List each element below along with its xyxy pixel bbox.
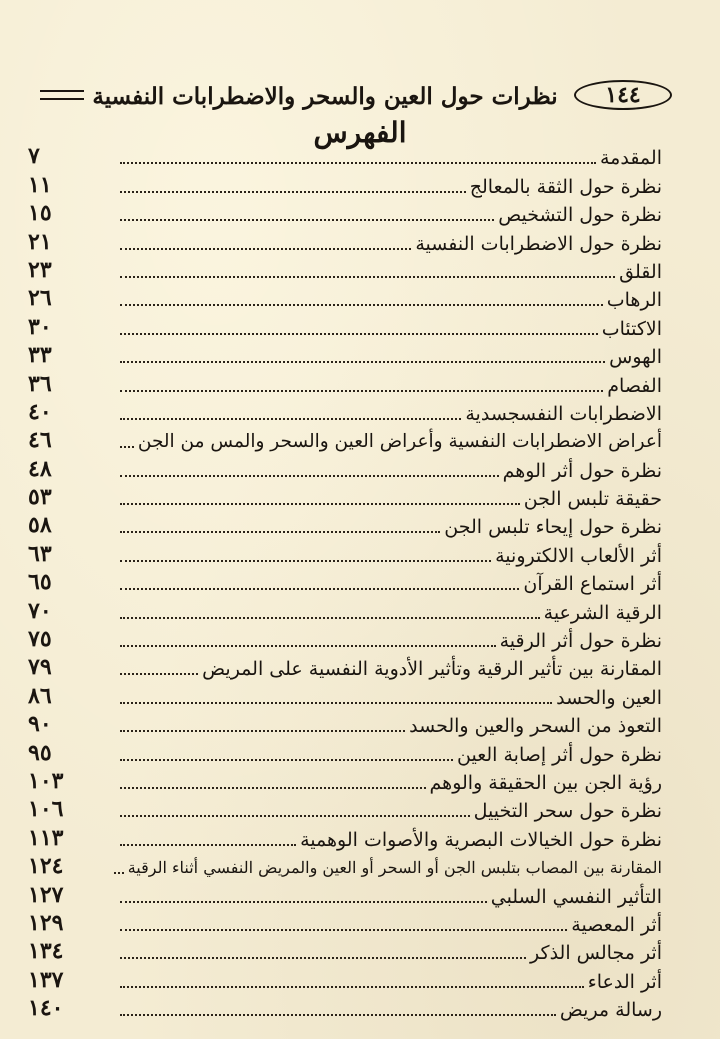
toc-entry-page-number: ٧ bbox=[28, 143, 40, 170]
dot-leader bbox=[120, 162, 596, 164]
dot-leader bbox=[120, 560, 491, 562]
toc-entry bbox=[28, 284, 662, 312]
toc-entry bbox=[28, 994, 662, 1022]
dot-leader bbox=[114, 872, 124, 874]
toc-entry-page-number: ٧٩ bbox=[28, 654, 52, 681]
toc-entry-page-number: ٣٦ bbox=[28, 370, 52, 397]
dot-leader bbox=[120, 276, 615, 278]
dot-leader bbox=[120, 304, 603, 306]
toc-entry-page-number: ٤٨ bbox=[28, 455, 52, 482]
toc-entry-page-number: ١٤٠ bbox=[28, 995, 64, 1022]
toc-entry bbox=[28, 369, 662, 397]
dot-leader bbox=[120, 219, 494, 221]
toc-entry-title: أثر الدعاء bbox=[587, 970, 662, 993]
dot-leader bbox=[120, 645, 496, 647]
toc-entry-title: الاكتئاب bbox=[601, 317, 662, 340]
toc-entry-page-number: ٦٣ bbox=[28, 540, 52, 567]
toc-entry-page-number: ٧٥ bbox=[28, 626, 52, 653]
toc-entry-page-number: ٥٨ bbox=[28, 512, 52, 539]
dot-leader bbox=[120, 673, 198, 675]
toc-entry bbox=[28, 483, 662, 511]
toc-entry-title: أثر الألعاب الالكترونية bbox=[495, 544, 662, 567]
dot-leader bbox=[120, 986, 584, 988]
toc-entry-page-number: ٥٣ bbox=[28, 484, 52, 511]
toc-entry bbox=[28, 909, 662, 937]
toc-entry-page-number: ٢٣ bbox=[28, 256, 52, 283]
dot-leader bbox=[120, 588, 519, 590]
toc-entry bbox=[28, 142, 662, 170]
toc-entry-title: المقارنة بين تأثير الرقية وتأثير الأدوية النفسية على المريض bbox=[202, 658, 662, 681]
dot-leader bbox=[120, 446, 134, 448]
toc-entry-title: الهوس bbox=[609, 346, 662, 369]
toc-entry-title: أثر استماع القرآن bbox=[523, 573, 662, 596]
toc-entry-title: الفصام bbox=[607, 374, 662, 397]
toc-entry-title: نظرة حول الخيالات البصرية والأصوات الوهمية bbox=[300, 828, 662, 851]
dot-leader bbox=[120, 759, 453, 761]
toc-entry-page-number: ١٣٧ bbox=[28, 966, 64, 993]
dot-leader bbox=[120, 844, 296, 846]
toc-entry-title: نظرة حول أثر إصابة العين bbox=[457, 743, 662, 766]
toc-entry-page-number: ٢١ bbox=[28, 228, 52, 255]
toc-entry bbox=[28, 852, 662, 880]
toc-entry-title: العين والحسد bbox=[556, 686, 662, 709]
toc-entry bbox=[28, 823, 662, 851]
toc-entry-page-number: ١٣٤ bbox=[28, 938, 64, 965]
dot-leader bbox=[120, 191, 466, 193]
dot-leader bbox=[120, 503, 520, 505]
toc-entry-title: رسالة مريض bbox=[559, 999, 662, 1022]
toc-entry bbox=[28, 880, 662, 908]
toc-entry bbox=[28, 199, 662, 227]
toc-entry-page-number: ١١٣ bbox=[28, 824, 64, 851]
toc-entry-title: أثر المعصية bbox=[571, 913, 662, 936]
toc-entry-page-number: ٩٠ bbox=[28, 711, 52, 738]
dot-leader bbox=[120, 617, 540, 619]
toc-entry bbox=[28, 937, 662, 965]
toc-entry-title: نظرة حول الاضطرابات النفسية bbox=[415, 232, 662, 255]
toc-entry bbox=[28, 511, 662, 539]
toc-entry bbox=[28, 568, 662, 596]
toc-entry bbox=[28, 767, 662, 795]
toc-entry-page-number: ١٢٧ bbox=[28, 881, 64, 908]
toc-entry bbox=[28, 965, 662, 993]
toc-entry bbox=[28, 341, 662, 369]
toc-entry bbox=[28, 539, 662, 567]
toc-entry bbox=[28, 312, 662, 340]
toc-entry-title: الاضطرابات النفسجسدية bbox=[465, 402, 662, 425]
toc-entry-page-number: ١٥ bbox=[28, 200, 52, 227]
toc-entry-title: الرقية الشرعية bbox=[543, 601, 662, 624]
toc-entry-title: المقدمة bbox=[599, 147, 662, 170]
toc-entry-page-number: ٣٣ bbox=[28, 342, 52, 369]
toc-entry-page-number: ٨٦ bbox=[28, 682, 52, 709]
toc-entry-title: التعوذ من السحر والعين والحسد bbox=[409, 715, 662, 738]
toc-entry-page-number: ١٢٤ bbox=[28, 853, 64, 880]
dot-leader bbox=[120, 418, 461, 420]
toc-entry-page-number: ١٠٦ bbox=[28, 796, 64, 823]
toc-entry bbox=[28, 454, 662, 482]
toc-entry bbox=[28, 710, 662, 738]
toc-entry bbox=[28, 398, 662, 426]
dot-leader bbox=[120, 730, 405, 732]
toc-entry-page-number: ٤٠ bbox=[28, 398, 52, 425]
toc-entry bbox=[28, 681, 662, 709]
toc-entry-page-number: ٣٠ bbox=[28, 313, 52, 340]
book-title: نظرات حول العين والسحر والاضطرابات النفسية bbox=[92, 82, 558, 110]
toc-entry-title: رؤية الجن بين الحقيقة والوهم bbox=[429, 771, 662, 794]
toc-entry-title: القلق bbox=[619, 260, 662, 283]
toc-entry bbox=[28, 426, 662, 454]
toc-entry-page-number: ١١ bbox=[28, 171, 52, 198]
toc-entry-page-number: ١٢٩ bbox=[28, 909, 64, 936]
toc-entry-title: نظرة حول التشخيص bbox=[498, 204, 662, 227]
toc-entry bbox=[28, 653, 662, 681]
dot-leader bbox=[120, 531, 440, 533]
dot-leader bbox=[120, 702, 552, 704]
toc-entry-title: حقيقة تلبس الجن bbox=[523, 488, 662, 511]
dot-leader bbox=[120, 815, 470, 817]
toc-entry-title: التأثير النفسي السلبي bbox=[490, 885, 662, 908]
toc-heading: الفهرس bbox=[313, 116, 407, 149]
dot-leader bbox=[120, 957, 526, 959]
toc-entry-title: نظرة حول إيحاء تلبس الجن bbox=[444, 516, 662, 539]
page-number: ١٤٤ bbox=[574, 80, 672, 110]
toc-entry-title: نظرة حول أثر الوهم bbox=[502, 459, 662, 482]
dot-leader bbox=[120, 901, 487, 903]
toc-entry-title: أعراض الاضطرابات النفسية وأعراض العين والسحر والمس من الجن bbox=[137, 431, 662, 453]
toc-entry bbox=[28, 256, 662, 284]
dot-leader bbox=[120, 248, 411, 250]
dot-leader bbox=[120, 787, 426, 789]
toc-entry-page-number: ٧٠ bbox=[28, 597, 52, 624]
toc-entry-title: نظرة حول أثر الرقية bbox=[499, 630, 662, 653]
toc-entry-title: نظرة حول الثقة بالمعالج bbox=[469, 175, 662, 198]
toc-entry-title: نظرة حول سحر التخييل bbox=[473, 800, 662, 823]
toc-entry-page-number: ٢٦ bbox=[28, 285, 52, 312]
toc-entry-page-number: ٦٥ bbox=[28, 569, 52, 596]
toc-entry bbox=[28, 227, 662, 255]
running-header bbox=[40, 76, 680, 116]
toc-entry-page-number: ١٠٣ bbox=[28, 767, 64, 794]
toc-entry bbox=[28, 738, 662, 766]
toc-entry bbox=[28, 795, 662, 823]
toc-entry-page-number: ٩٥ bbox=[28, 739, 52, 766]
dot-leader bbox=[120, 929, 567, 931]
toc-entry-page-number: ٤٦ bbox=[28, 427, 52, 454]
dot-leader bbox=[120, 475, 499, 477]
header-double-rule bbox=[40, 90, 84, 100]
dot-leader bbox=[120, 361, 605, 363]
toc-entry bbox=[28, 170, 662, 198]
toc-entry-title: الرهاب bbox=[606, 289, 662, 312]
toc-entry bbox=[28, 596, 662, 624]
toc-entry-title: أثر مجالس الذكر bbox=[530, 942, 662, 965]
toc-entry-title: المقارنة بين المصاب بتلبس الجن أو السحر أو العين والمريض النفسي أثناء الرقية bbox=[127, 858, 662, 878]
dot-leader bbox=[120, 390, 603, 392]
toc-list bbox=[28, 142, 662, 1022]
dot-leader bbox=[120, 333, 598, 335]
toc-entry bbox=[28, 625, 662, 653]
dot-leader bbox=[120, 1014, 556, 1016]
